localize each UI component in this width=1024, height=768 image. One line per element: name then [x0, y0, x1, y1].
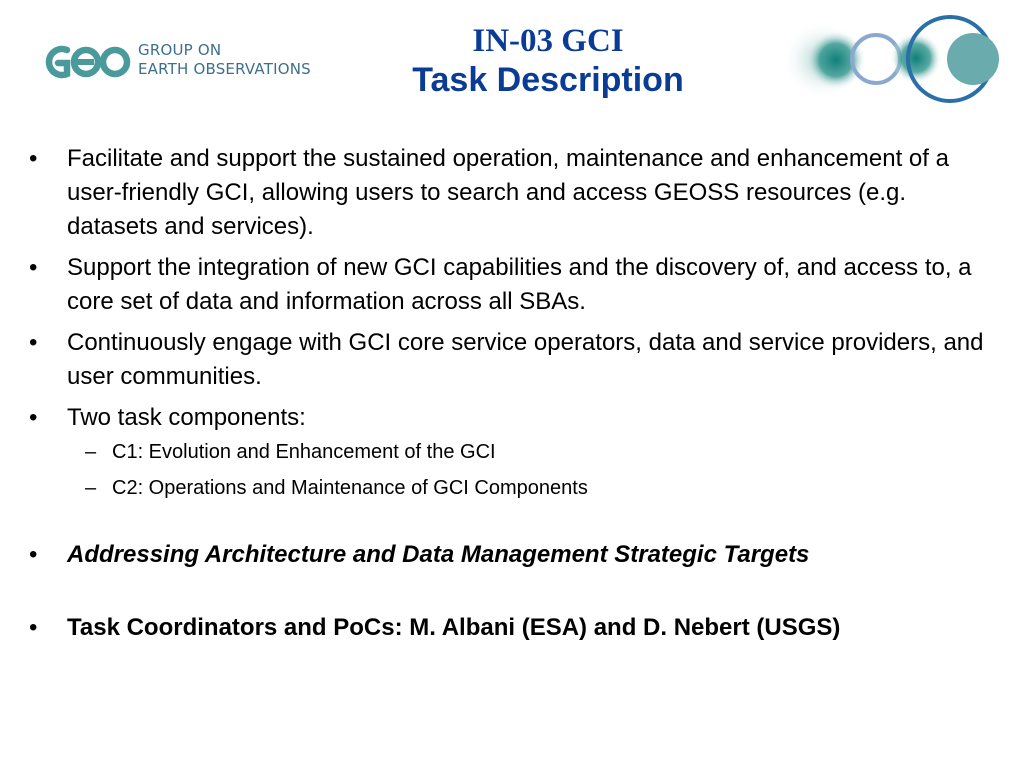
bullet-item	[26, 251, 1002, 319]
decorative-circles-icon	[776, 12, 1008, 108]
spacer	[26, 510, 1002, 538]
logo-line2: EARTH OBSERVATIONS	[138, 60, 311, 78]
bullet-dot: •	[29, 254, 38, 281]
title-line2: Task Description	[412, 61, 684, 99]
bullet-text: Facilitate and support the sustained operation, maintenance and enhancement of a user-friendly GCI, allowing users to search and access GEOSS resources (e.g. datasets and services).	[67, 145, 949, 240]
bullet-text: Two task components:	[67, 404, 306, 431]
bullet-dot: •	[29, 145, 38, 172]
title-line1: IN-03 GCI	[472, 23, 624, 59]
geo-logo	[40, 40, 330, 84]
bullet-dot: •	[29, 614, 38, 641]
emphasis-text: Addressing Architecture and Data Management Strategic Targets	[67, 541, 810, 568]
logo-line1: GROUP ON	[138, 41, 222, 59]
emphasis-bullet	[26, 538, 1002, 572]
coordinators-text: Task Coordinators and PoCs: M. Albani (ESA) and D. Nebert (USGS)	[67, 614, 841, 641]
sub-bullet-dash: –	[85, 441, 97, 463]
bullet-text: Support the integration of new GCI capabilities and the discovery of, and access to, a core set of data and information across all SBAs.	[67, 254, 972, 315]
bullet-item	[26, 142, 1002, 244]
bullet-text: Continuously engage with GCI core service operators, data and service providers, and user communities.	[67, 329, 984, 390]
slide-body	[26, 142, 1002, 652]
sub-bullet-dash: –	[85, 477, 97, 499]
bullet-item	[26, 401, 1002, 435]
slide-title	[320, 22, 776, 100]
logo-wordmark	[138, 41, 311, 79]
bullet-item	[26, 326, 1002, 394]
geo-logo-mark-icon	[40, 40, 132, 84]
sub-bullet-text: C1: Evolution and Enhancement of the GCI	[112, 441, 496, 463]
bullet-dot: •	[29, 329, 38, 356]
coordinators-bullet	[26, 611, 1002, 645]
spacer	[26, 579, 1002, 611]
bullet-dot: •	[29, 404, 38, 431]
sub-bullet-item	[26, 438, 1002, 466]
sub-bullet-item	[26, 474, 1002, 502]
sub-bullet-text: C2: Operations and Maintenance of GCI Components	[112, 477, 588, 499]
bullet-dot: •	[29, 541, 38, 568]
